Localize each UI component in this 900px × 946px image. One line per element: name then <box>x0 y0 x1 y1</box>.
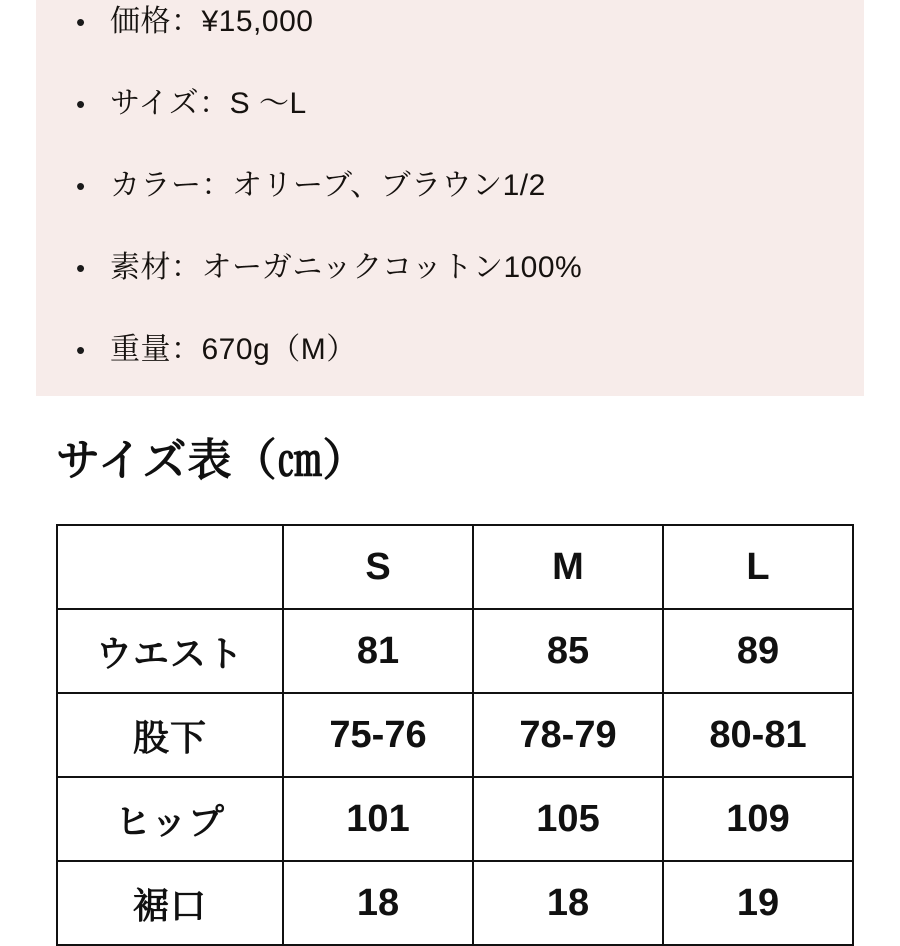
spec-item-size <box>76 82 824 126</box>
table-cell: 109 <box>663 777 853 861</box>
spec-item-label: カラー：オリーブ、ブラウン1/2 <box>110 169 546 202</box>
table-row <box>57 861 853 945</box>
table-cell: 75-76 <box>283 693 473 777</box>
table-cell: 85 <box>473 609 663 693</box>
table-cell: 89 <box>663 609 853 693</box>
table-row <box>57 609 853 693</box>
table-header-s: S <box>283 525 473 609</box>
spec-item-color <box>76 164 824 208</box>
row-label: 裾口 <box>57 861 283 945</box>
table-cell: 18 <box>283 861 473 945</box>
table-header-l: L <box>663 525 853 609</box>
bullet-icon: • <box>76 89 86 119</box>
table-row <box>57 777 853 861</box>
row-label: 股下 <box>57 693 283 777</box>
table-cell: 105 <box>473 777 663 861</box>
table-cell: 78-79 <box>473 693 663 777</box>
row-label: ウエスト <box>57 609 283 693</box>
spec-item-label: サイズ：S 〜L <box>110 87 307 120</box>
spec-item-label: 価格：¥15,000 <box>110 5 314 38</box>
table-header-row <box>57 525 853 609</box>
spec-item-label: 重量：670g（M） <box>110 333 357 366</box>
row-label: ヒップ <box>57 777 283 861</box>
size-table-title: サイズ表（㎝） <box>56 436 368 485</box>
table-cell: 101 <box>283 777 473 861</box>
bullet-icon: • <box>76 253 86 283</box>
table-cell: 19 <box>663 861 853 945</box>
size-table <box>56 524 854 946</box>
table-row <box>57 693 853 777</box>
spec-item-material <box>76 246 824 290</box>
spec-list <box>76 0 824 372</box>
spec-item-label: 素材：オーガニックコットン100% <box>110 251 583 284</box>
bullet-icon: • <box>76 335 86 365</box>
table-corner-cell <box>57 525 283 609</box>
bullet-icon: • <box>76 7 86 37</box>
spec-item-weight <box>76 328 824 372</box>
table-cell: 81 <box>283 609 473 693</box>
table-header-m: M <box>473 525 663 609</box>
spec-panel <box>36 0 864 396</box>
spec-item-price <box>76 0 824 44</box>
bullet-icon: • <box>76 171 86 201</box>
table-cell: 18 <box>473 861 663 945</box>
size-table-section <box>0 424 900 946</box>
table-cell: 80-81 <box>663 693 853 777</box>
